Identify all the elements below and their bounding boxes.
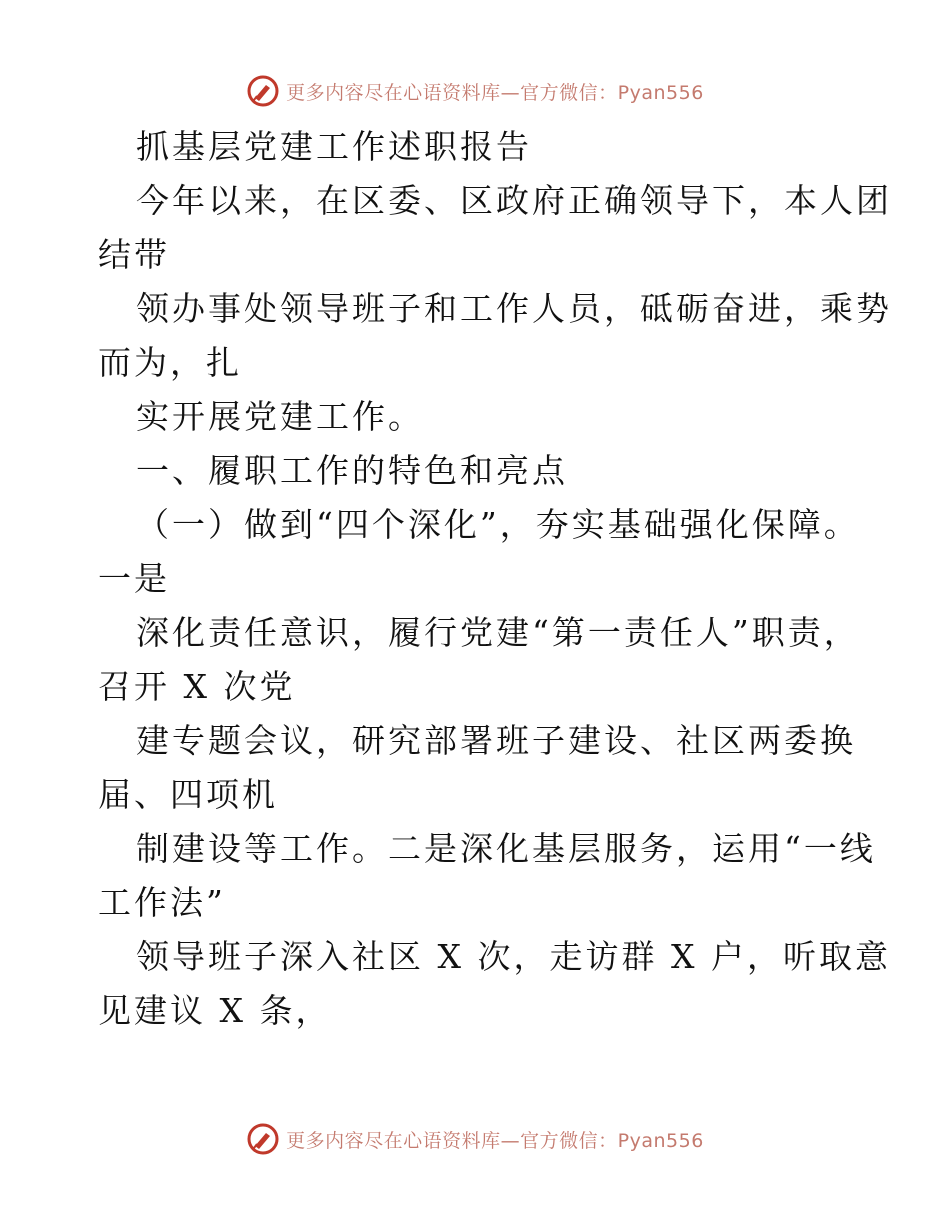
- doc-line: 而为，扎: [98, 343, 242, 382]
- doc-line: 召开 X 次党: [98, 667, 296, 706]
- watermark-text: 更多内容尽在心语资料库—官方微信：Pyan556: [286, 81, 704, 104]
- doc-line: 深化责任意识，履行党建“第一责任人”职责，: [136, 613, 860, 652]
- doc-line: 制建设等工作。二是深化基层服务，运用“一线: [136, 829, 876, 868]
- doc-line: 领办事处领导班子和工作人员，砥砺奋进，乘势: [136, 289, 892, 328]
- doc-line: 实开展党建工作。: [136, 397, 424, 436]
- watermark-footer: [0, 1122, 950, 1156]
- doc-line: 抓基层党建工作述职报告: [136, 127, 532, 166]
- doc-line: 见建议 X 条，: [98, 991, 332, 1030]
- doc-line: 届、四项机: [98, 775, 278, 814]
- doc-line: 建专题会议，研究部署班子建设、社区两委换: [136, 721, 856, 760]
- doc-line: 一、履职工作的特色和亮点: [136, 451, 568, 490]
- doc-line: 一是: [98, 559, 170, 598]
- pen-logo-icon: [246, 1122, 280, 1156]
- doc-line: 结带: [98, 235, 170, 274]
- pen-logo-icon: [246, 74, 280, 108]
- watermark-text: 更多内容尽在心语资料库—官方微信：Pyan556: [286, 1129, 704, 1152]
- watermark-header: [0, 74, 950, 108]
- doc-line: 领导班子深入社区 X 次，走访群 X 户，听取意: [136, 937, 891, 976]
- doc-line: 今年以来，在区委、区政府正确领导下，本人团: [136, 181, 892, 220]
- doc-line: 工作法”: [98, 883, 226, 922]
- doc-line: （一）做到“四个深化”，夯实基础强化保障。: [136, 505, 860, 544]
- document-body: [98, 120, 892, 1038]
